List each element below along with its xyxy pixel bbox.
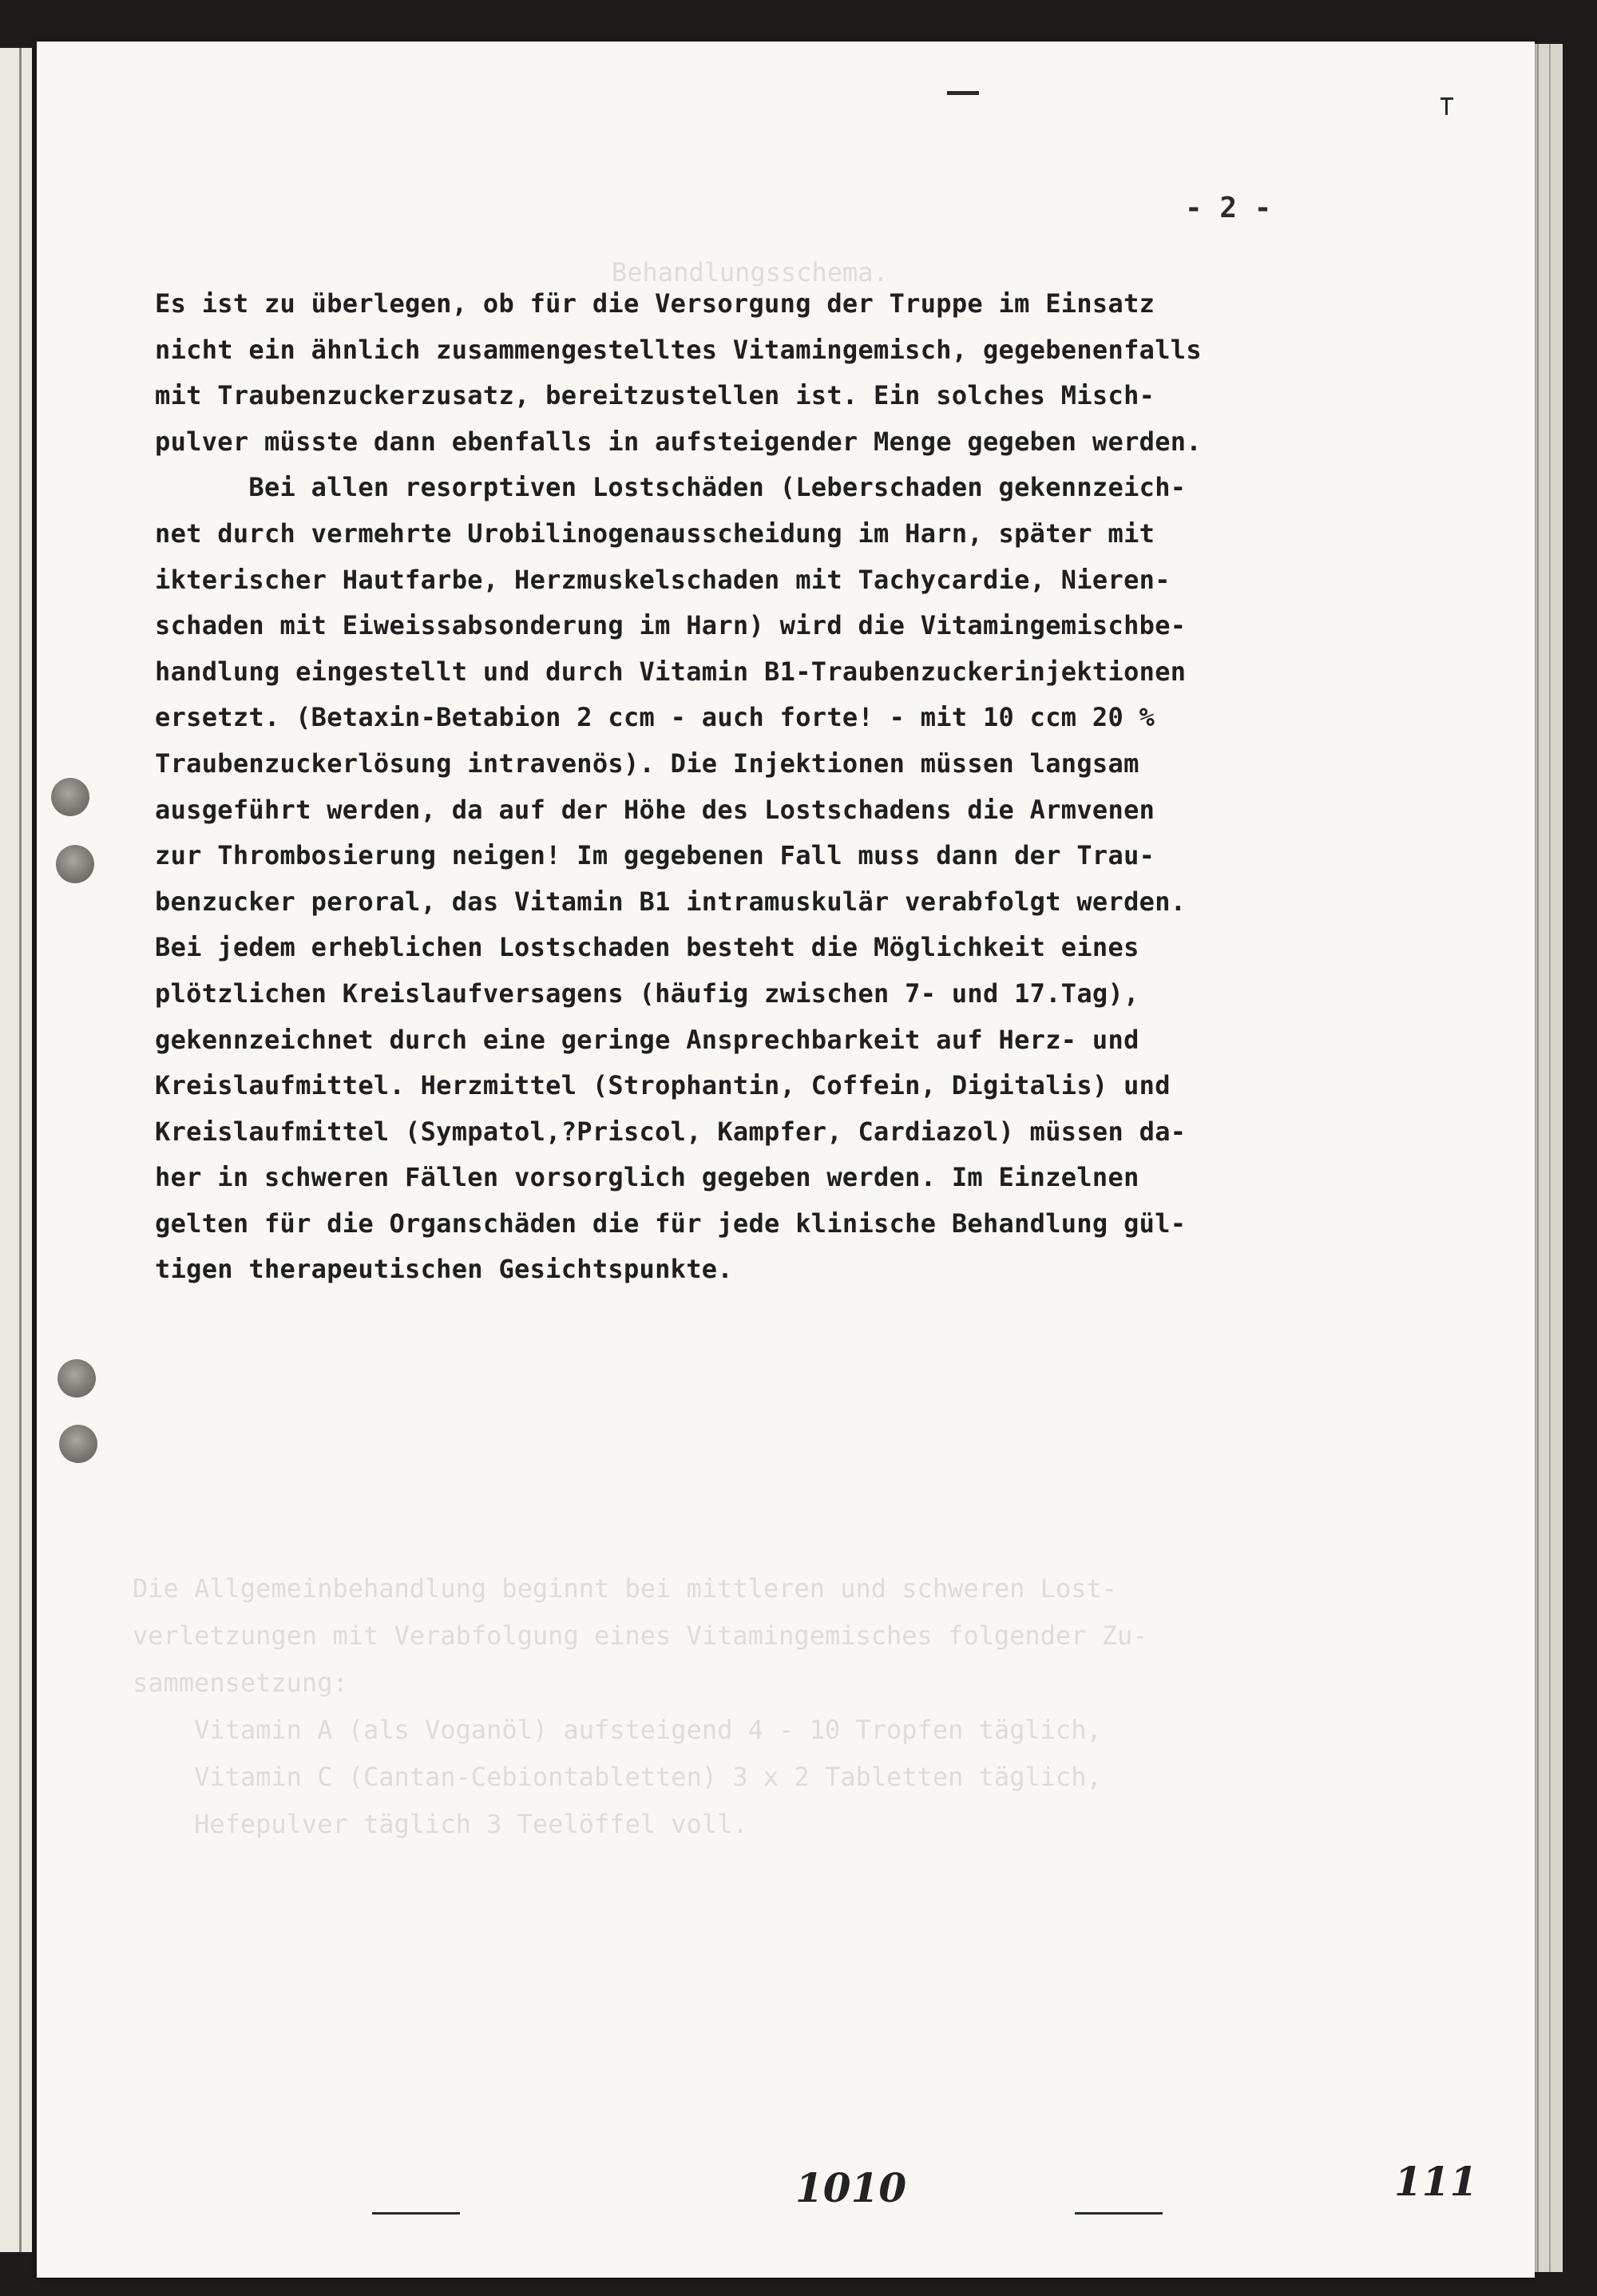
- text-line: Es ist zu überlegen, ob für die Versorgung der Truppe im Einsatz: [155, 288, 1155, 319]
- text-line: nicht ein ähnlich zusammengestelltes Vitamingemisch, gegebenenfalls: [155, 334, 1202, 365]
- bleed-line: Vitamin A (als Voganöl) aufsteigend 4 - 10 Tropfen täglich,: [133, 1715, 1102, 1745]
- bleed-through-text: [133, 1565, 1474, 1848]
- text-line: her in schweren Fällen vorsorglich gegeben werden. Im Einzelnen: [155, 1162, 1139, 1193]
- typed-body-text: [155, 281, 1480, 1293]
- text-line: handlung eingestellt und durch Vitamin B1-Traubenzuckerinjektionen: [155, 656, 1187, 687]
- text-line: ausgeführt werden, da auf der Höhe des Lostschadens die Armvenen: [155, 794, 1155, 825]
- page-stack-line: [1549, 44, 1551, 2272]
- text-line: Bei allen resorptiven Lostschäden (Leberschaden gekennzeich-: [155, 472, 1187, 503]
- corner-mark: [1445, 97, 1448, 115]
- punch-hole: [51, 778, 89, 816]
- text-line: benzucker peroral, das Vitamin B1 intramuskulär verabfolgt werden.: [155, 886, 1187, 917]
- punch-hole: [56, 845, 94, 883]
- bleed-line: Hefepulver täglich 3 Teelöffel voll.: [133, 1809, 748, 1839]
- bleed-line: sammensetzung:: [133, 1667, 348, 1698]
- top-mark: [947, 91, 979, 95]
- text-line: net durch vermehrte Urobilinogenausscheidung im Harn, später mit: [155, 517, 1155, 549]
- archive-number-right: 111: [1394, 2158, 1478, 2205]
- text-line: zur Thrombosierung neigen! Im gegebenen Fall muss dann der Trau-: [155, 840, 1155, 871]
- text-line: Kreislaufmittel. Herzmittel (Strophantin, Coffein, Digitalis) und: [155, 1070, 1171, 1101]
- previous-sheet-edge: [0, 48, 32, 2252]
- bleed-line: Die Allgemeinbehandlung beginnt bei mittleren und schweren Lost-: [133, 1573, 1117, 1604]
- text-line: ersetzt. (Betaxin-Betabion 2 ccm - auch forte! - mit 10 ccm 20 %: [155, 702, 1155, 733]
- text-line: gelten für die Organschäden die für jede klinische Behandlung gül-: [155, 1207, 1187, 1239]
- page-number: - 2 -: [1185, 192, 1272, 224]
- bleed-line: Vitamin C (Cantan-Cebiontabletten) 3 x 2 Tabletten täglich,: [133, 1762, 1102, 1792]
- text-line: Bei jedem erheblichen Lostschaden besteht die Möglichkeit eines: [155, 932, 1139, 963]
- corner-mark: [1440, 97, 1453, 100]
- text-line: plötzlichen Kreislaufversagens (häufig zwischen 7- und 17.Tag),: [155, 977, 1139, 1009]
- text-line: mit Traubenzuckerzusatz, bereitzustellen ist. Ein solches Misch-: [155, 380, 1155, 411]
- bleed-line: verletzungen mit Verabfolgung eines Vitamingemisches folgender Zu-: [133, 1620, 1148, 1651]
- page-stack-line: [1537, 44, 1539, 2272]
- text-line: tigen therapeutischen Gesichtspunkte.: [155, 1254, 733, 1285]
- previous-sheet-fold: [19, 48, 22, 2252]
- bottom-mark: [372, 2212, 460, 2215]
- punch-hole: [59, 1425, 97, 1463]
- archive-number-left: 1010: [795, 2164, 907, 2211]
- bottom-mark: [1075, 2212, 1163, 2215]
- bleed-through-heading: Behandlungsschema.: [612, 257, 889, 287]
- text-line: ikterischer Hautfarbe, Herzmuskelschaden mit Tachycardie, Nieren-: [155, 564, 1171, 595]
- text-line: gekennzeichnet durch eine geringe Ansprechbarkeit auf Herz- und: [155, 1024, 1139, 1055]
- text-line: schaden mit Eiweissabsonderung im Harn) wird die Vitamingemischbe-: [155, 610, 1187, 641]
- text-line: Traubenzuckerlösung intravenös). Die Injektionen müssen langsam: [155, 747, 1139, 779]
- text-line: Kreislaufmittel (Sympatol,?Priscol, Kampfer, Cardiazol) müssen da-: [155, 1116, 1187, 1147]
- punch-hole: [57, 1359, 96, 1398]
- text-line: pulver müsste dann ebenfalls in aufsteigender Menge gegeben werden.: [155, 426, 1202, 457]
- document-page: [37, 42, 1535, 2278]
